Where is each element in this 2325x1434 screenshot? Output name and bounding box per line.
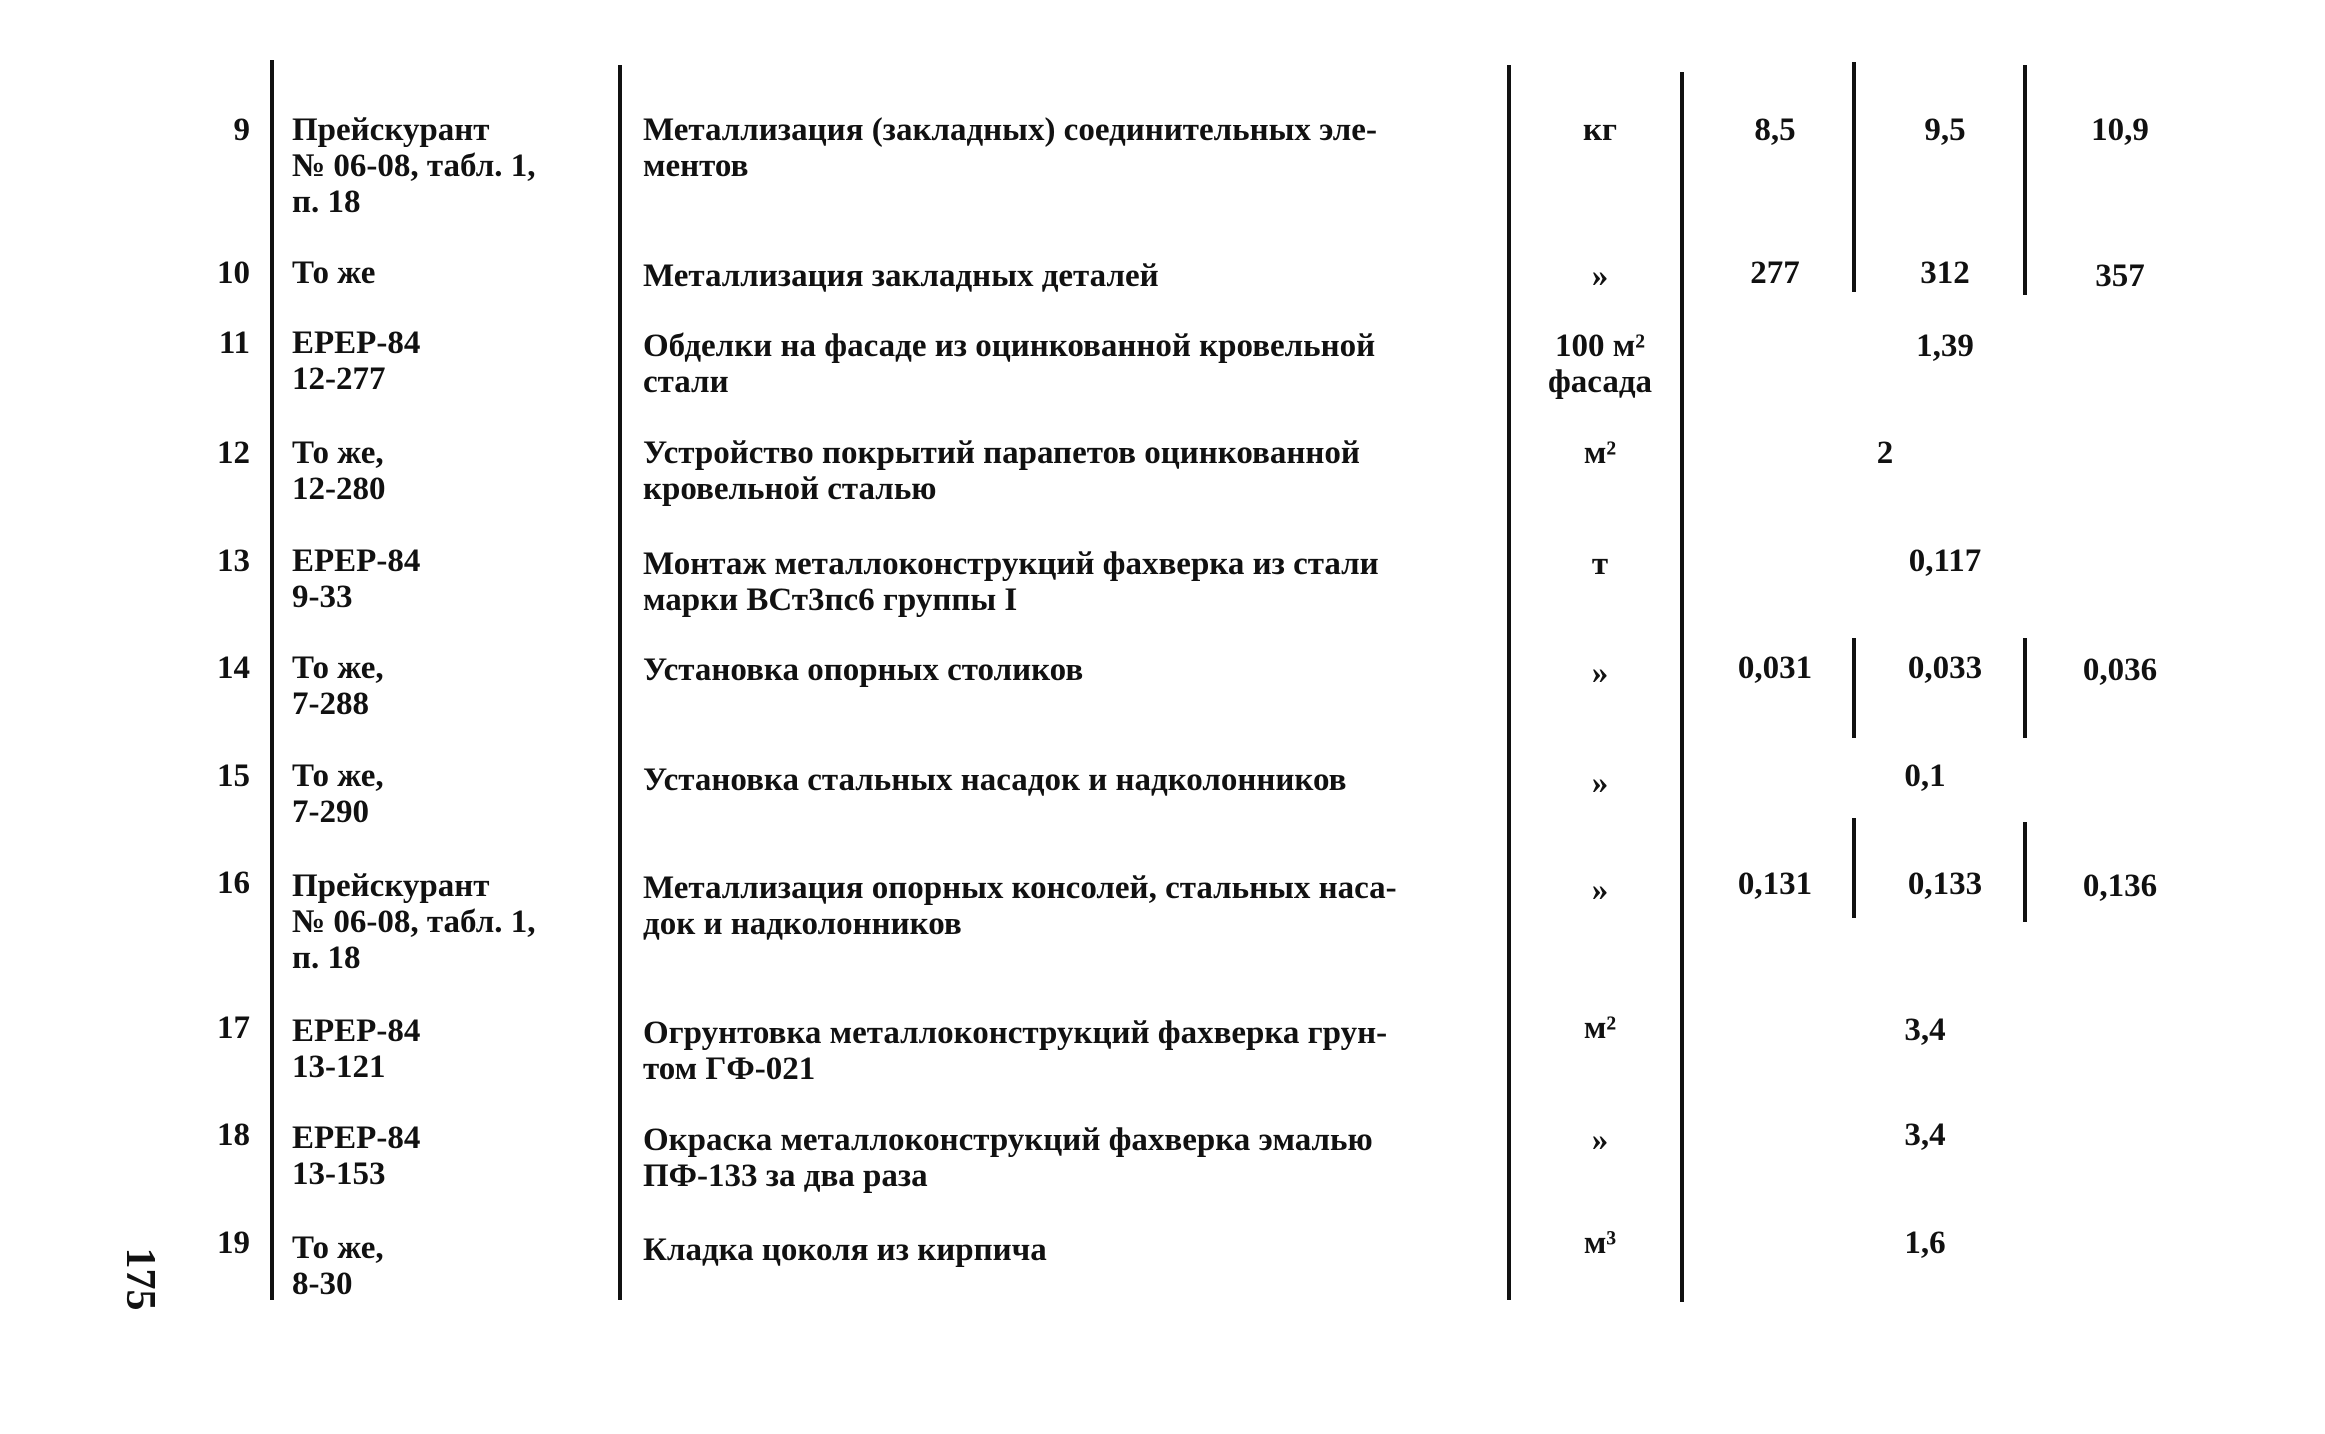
row-value-2: 0,033 [1907, 650, 1983, 686]
row-unit: » [1591, 1122, 1609, 1158]
row-value-3: 10,9 [2091, 112, 2149, 148]
row-work-description: Металлизация опорных консолей, стальных наса- док и надколонников [643, 870, 1397, 942]
row-work-description: Кладка цоколя из кирпича [643, 1232, 1047, 1268]
column-rule-work [1507, 65, 1511, 1300]
row-source: Прейскурант № 06-08, табл. 1, п. 18 [292, 112, 536, 220]
row-value-1: 0,131 [1737, 866, 1813, 902]
row-value: 1,6 [1904, 1225, 1946, 1261]
row-number: 9 [233, 112, 250, 148]
row-work-description: Металлизация (закладных) соединительных эле- ментов [643, 112, 1377, 184]
row-work-description: Установка опорных столиков [643, 652, 1084, 688]
row-work-description: Установка стальных насадок и надколонников [643, 762, 1347, 798]
row-number: 19 [217, 1225, 250, 1261]
row-source: ЕРЕР-84 13-153 [292, 1120, 421, 1192]
row-number: 12 [217, 435, 250, 471]
row-unit: » [1591, 765, 1609, 801]
row-unit: м³ [1583, 1225, 1617, 1261]
row-unit: 100 м² фасада [1547, 328, 1653, 400]
row-value: 0,117 [1908, 543, 1982, 579]
row-unit: » [1591, 655, 1609, 691]
row-source: ЕРЕР-84 13-121 [292, 1013, 421, 1085]
row-unit: т [1591, 546, 1609, 582]
row-value: 3,4 [1904, 1117, 1946, 1153]
row-unit: » [1591, 258, 1609, 294]
row-number: 18 [217, 1117, 250, 1153]
row-unit: » [1591, 872, 1609, 908]
row-number: 13 [217, 543, 250, 579]
row-value-1: 277 [1750, 255, 1800, 291]
row-work-description: Обделки на фасаде из оцинкованной кровельной стали [643, 328, 1376, 400]
row-value-2: 0,133 [1907, 866, 1983, 902]
row-number: 14 [217, 650, 250, 686]
row-source: ЕРЕР-84 9-33 [292, 543, 421, 615]
row-number: 10 [217, 255, 250, 291]
row-unit: м² [1583, 1010, 1617, 1046]
page-number: 175 [117, 1247, 163, 1311]
row-number: 11 [218, 325, 250, 361]
row-value-1: 8,5 [1754, 112, 1796, 148]
column-rule-source [618, 65, 622, 1300]
row-value-3: 0,036 [2082, 652, 2158, 688]
row-unit: м² [1583, 435, 1617, 471]
row-value-1: 0,031 [1737, 650, 1813, 686]
row-value-2: 312 [1920, 255, 1970, 291]
row-value: 1,39 [1916, 328, 1974, 364]
row-source: То же [292, 255, 376, 291]
row-work-description: Огрунтовка металлоконструкций фахверка грун- том ГФ-021 [643, 1015, 1388, 1087]
row-source: Прейскурант № 06-08, табл. 1, п. 18 [292, 868, 536, 976]
row-work-description: Монтаж металлоконструкций фахверка из стали марки ВСт3пс6 группы I [643, 546, 1379, 618]
row-value: 2 [1876, 435, 1894, 471]
row-number: 15 [217, 758, 250, 794]
row-work-description: Окраска металлоконструкций фахверка эмалью ПФ-133 за два раза [643, 1122, 1373, 1194]
column-rule-number [270, 60, 274, 1300]
row-source: То же, 7-290 [292, 758, 384, 830]
row-number: 16 [217, 865, 250, 901]
row-unit: кг [1583, 112, 1617, 148]
row-source: То же, 7-288 [292, 650, 384, 722]
row-source: То же, 12-280 [292, 435, 386, 507]
row-source: То же, 8-30 [292, 1230, 384, 1302]
row-source: ЕРЕР-84 12-277 [292, 325, 421, 397]
row-value: 3,4 [1904, 1012, 1946, 1048]
row-value-2: 9,5 [1924, 112, 1966, 148]
row-number: 17 [217, 1010, 250, 1046]
row-work-description: Устройство покрытий парапетов оцинкованной кровельной сталью [643, 435, 1360, 507]
row-value-3: 357 [2095, 258, 2145, 294]
row-value: 0,1 [1904, 758, 1946, 794]
row-work-description: Металлизация закладных деталей [643, 258, 1159, 294]
row-value-3: 0,136 [2082, 868, 2158, 904]
